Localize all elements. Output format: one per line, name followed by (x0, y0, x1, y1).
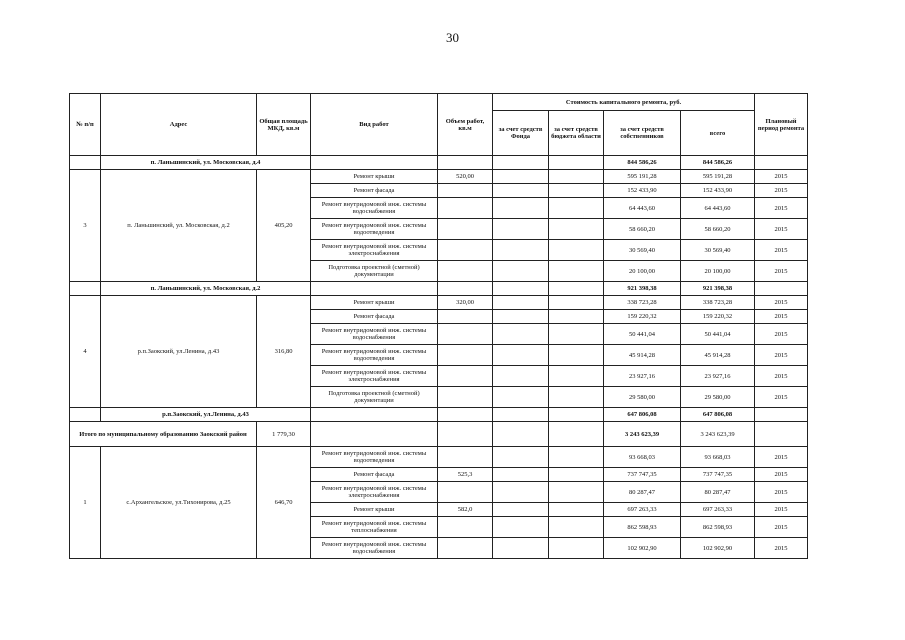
subtotal-owners: 844 586,26 (604, 156, 681, 170)
work-type: Подготовка проектной (сметной) документации (311, 261, 438, 282)
cost-total: 50 441,04 (681, 324, 755, 345)
cost-owners: 102 902,90 (604, 538, 681, 559)
cost-total: 338 723,28 (681, 296, 755, 310)
cost-total: 93 668,03 (681, 447, 755, 468)
cost-total: 29 580,00 (681, 387, 755, 408)
work-type: Ремонт крыши (311, 503, 438, 517)
subtotal-row (70, 408, 808, 422)
work-volume (438, 517, 493, 538)
cost-owners: 595 191,28 (604, 170, 681, 184)
work-type: Ремонт внутридомовой инж. системы водоотведения (311, 345, 438, 366)
table-row (70, 447, 808, 468)
repair-period: 2015 (755, 538, 808, 559)
row-address: п. Ланьшинский, ул. Московская, д.2 (101, 170, 257, 282)
work-volume (438, 366, 493, 387)
header-budget: за счет средств бюджета области (549, 111, 604, 156)
header-area: Общая площадь МКД, кв.м (257, 94, 311, 156)
municipal-total-label: Итого по муниципальному образованию Заокский район (70, 422, 257, 447)
repair-period: 2015 (755, 517, 808, 538)
subtotal-total: 921 398,38 (681, 282, 755, 296)
cost-total: 159 220,32 (681, 310, 755, 324)
repair-period: 2015 (755, 310, 808, 324)
header-period: Плановый период ремонта (755, 94, 808, 156)
work-type: Ремонт фасада (311, 184, 438, 198)
header-num: № п/п (70, 94, 101, 156)
work-type: Ремонт внутридомовой инж. системы электроснабжения (311, 482, 438, 503)
subtotal-total: 647 806,08 (681, 408, 755, 422)
cost-owners: 338 723,28 (604, 296, 681, 310)
work-volume: 525,3 (438, 468, 493, 482)
cost-owners: 93 668,03 (604, 447, 681, 468)
work-volume: 520,00 (438, 170, 493, 184)
cost-owners: 152 433,90 (604, 184, 681, 198)
cost-owners: 50 441,04 (604, 324, 681, 345)
subtotal-row (70, 282, 808, 296)
work-type: Ремонт крыши (311, 296, 438, 310)
subtotal-label: р.п.Заокский, ул.Ленина, д.43 (101, 408, 311, 422)
work-type: Ремонт внутридомовой инж. системы электроснабжения (311, 366, 438, 387)
header-work-type: Вид работ (311, 94, 438, 156)
work-volume (438, 538, 493, 559)
cost-owners: 862 598,93 (604, 517, 681, 538)
cost-total: 58 660,20 (681, 219, 755, 240)
work-type: Ремонт крыши (311, 170, 438, 184)
cost-total: 45 914,28 (681, 345, 755, 366)
repair-period: 2015 (755, 296, 808, 310)
cost-total: 30 569,40 (681, 240, 755, 261)
work-type: Ремонт фасада (311, 310, 438, 324)
work-volume (438, 482, 493, 503)
work-type: Ремонт внутридомовой инж. системы водоснабжения (311, 198, 438, 219)
subtotal-row (70, 156, 808, 170)
table-row (70, 296, 808, 310)
work-volume (438, 447, 493, 468)
repair-period: 2015 (755, 184, 808, 198)
repair-period: 2015 (755, 198, 808, 219)
work-type: Ремонт внутридомовой инж. системы водоснабжения (311, 538, 438, 559)
row-address: р.п.Заокский, ул.Ленина, д.43 (101, 296, 257, 408)
work-volume (438, 198, 493, 219)
work-type: Ремонт внутридомовой инж. системы теплоснабжения (311, 517, 438, 538)
header-volume: Объем работ, кв.м (438, 94, 493, 156)
cost-owners: 159 220,32 (604, 310, 681, 324)
subtotal-owners: 647 806,08 (604, 408, 681, 422)
row-address: с.Архангельское, ул.Тихонирова, д.25 (101, 447, 257, 559)
repair-period: 2015 (755, 468, 808, 482)
repair-period: 2015 (755, 503, 808, 517)
repair-period: 2015 (755, 447, 808, 468)
cost-owners: 30 569,40 (604, 240, 681, 261)
work-volume: 320,00 (438, 296, 493, 310)
work-type: Ремонт фасада (311, 468, 438, 482)
work-type: Ремонт внутридомовой инж. системы электроснабжения (311, 240, 438, 261)
cost-total: 595 191,28 (681, 170, 755, 184)
subtotal-owners: 921 398,38 (604, 282, 681, 296)
row-area: 316,80 (257, 296, 311, 408)
work-volume (438, 219, 493, 240)
work-volume (438, 345, 493, 366)
repair-period: 2015 (755, 345, 808, 366)
header-address: Адрес (101, 94, 257, 156)
municipal-total-area: 1 779,30 (257, 422, 311, 447)
cost-total: 80 287,47 (681, 482, 755, 503)
subtotal-total: 844 586,26 (681, 156, 755, 170)
work-volume (438, 310, 493, 324)
work-volume: 582,0 (438, 503, 493, 517)
work-volume (438, 261, 493, 282)
cost-owners: 20 100,00 (604, 261, 681, 282)
work-type: Ремонт внутридомовой инж. системы водоотведения (311, 219, 438, 240)
subtotal-label: п. Ланьшинский, ул. Московская, д.4 (101, 156, 311, 170)
work-volume (438, 240, 493, 261)
header-row-1 (70, 94, 808, 111)
cost-owners: 45 914,28 (604, 345, 681, 366)
repair-period: 2015 (755, 170, 808, 184)
row-area: 646,70 (257, 447, 311, 559)
repair-period: 2015 (755, 324, 808, 345)
work-type: Ремонт внутридомовой инж. системы водоснабжения (311, 324, 438, 345)
cost-total: 152 433,90 (681, 184, 755, 198)
cost-owners: 29 580,00 (604, 387, 681, 408)
header-owners: за счет средств собственников (604, 111, 681, 156)
repair-period: 2015 (755, 387, 808, 408)
repair-period: 2015 (755, 240, 808, 261)
cost-owners: 697 263,33 (604, 503, 681, 517)
cost-total: 737 747,35 (681, 468, 755, 482)
repair-period: 2015 (755, 366, 808, 387)
cost-total: 697 263,33 (681, 503, 755, 517)
cost-owners: 737 747,35 (604, 468, 681, 482)
cost-total: 64 443,60 (681, 198, 755, 219)
cost-owners: 58 660,20 (604, 219, 681, 240)
row-num: 4 (70, 296, 101, 408)
header-total: всего (681, 111, 755, 156)
cost-total: 102 902,90 (681, 538, 755, 559)
page-number: 30 (446, 30, 459, 45)
municipal-total-row (70, 422, 808, 447)
repair-schedule-table (69, 93, 808, 559)
cost-total: 862 598,93 (681, 517, 755, 538)
municipal-total-owners: 3 243 623,39 (604, 422, 681, 447)
work-volume (438, 184, 493, 198)
work-type: Подготовка проектной (сметной) документации (311, 387, 438, 408)
work-type: Ремонт внутридомовой инж. системы водоотведения (311, 447, 438, 468)
table-row (70, 170, 808, 184)
cost-total: 20 100,00 (681, 261, 755, 282)
cost-owners: 80 287,47 (604, 482, 681, 503)
row-num: 3 (70, 170, 101, 282)
repair-period: 2015 (755, 261, 808, 282)
header-fund: за счет средств Фонда (493, 111, 549, 156)
repair-period: 2015 (755, 482, 808, 503)
work-volume (438, 387, 493, 408)
cost-owners: 23 927,16 (604, 366, 681, 387)
municipal-total-total: 3 243 623,39 (681, 422, 755, 447)
repair-period: 2015 (755, 219, 808, 240)
row-num: 1 (70, 447, 101, 559)
header-cost-group: Стоимость капитального ремонта, руб. (493, 94, 755, 111)
subtotal-label: п. Ланьшинский, ул. Московская, д.2 (101, 282, 311, 296)
cost-owners: 64 443,60 (604, 198, 681, 219)
row-area: 405,20 (257, 170, 311, 282)
work-volume (438, 324, 493, 345)
cost-total: 23 927,16 (681, 366, 755, 387)
